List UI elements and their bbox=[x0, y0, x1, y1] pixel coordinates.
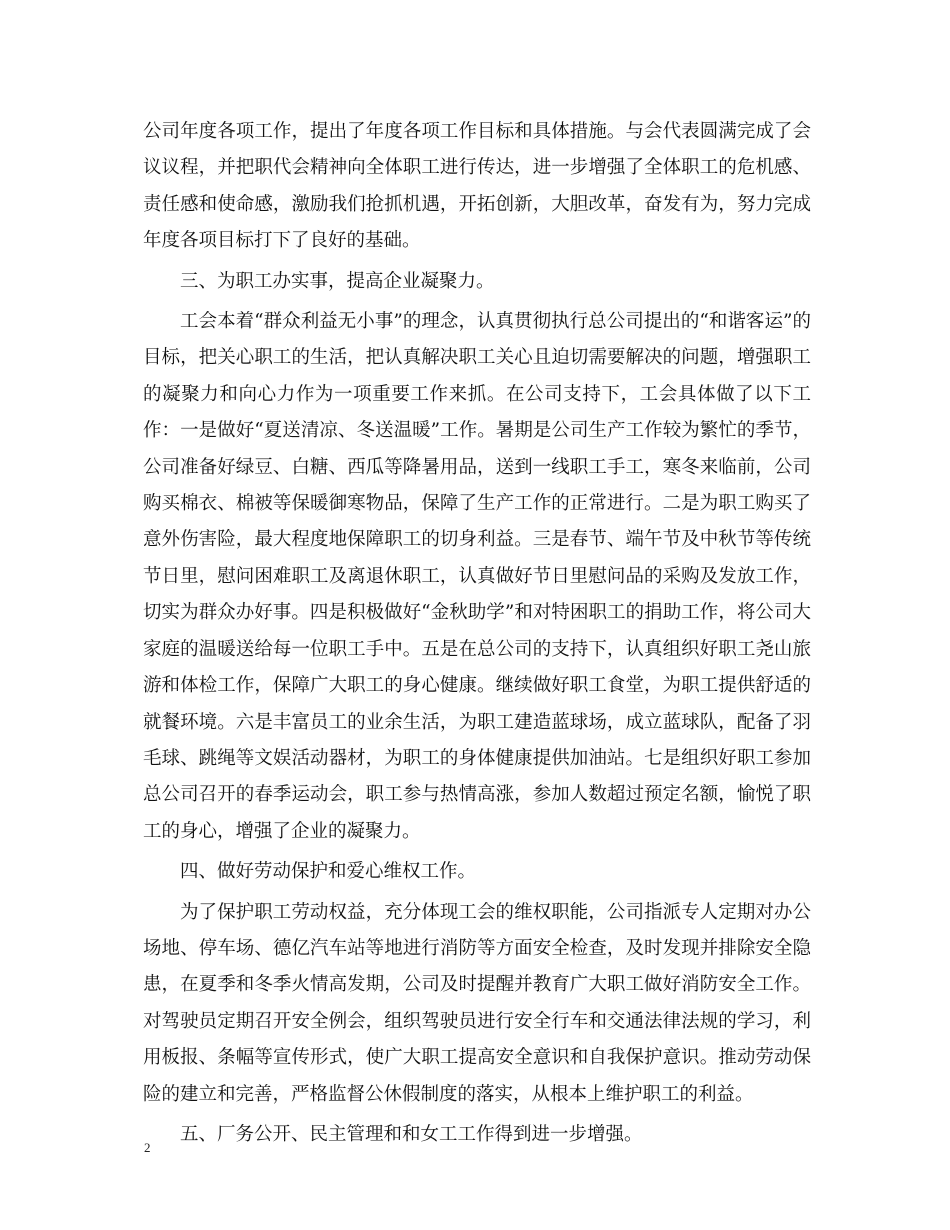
page-number: 2 bbox=[144, 1140, 151, 1155]
section-heading-4: 四、做好劳动保护和爱心维权工作。 bbox=[180, 861, 477, 883]
section-heading-3: 三、为职工办实事，提高企业凝聚力。 bbox=[180, 270, 495, 292]
document-body bbox=[143, 114, 811, 1157]
paragraph-labor-protection: 为了保护职工劳动权益，充分体现工会的维权职能，公司指派专人定期对办公场地、停车场、德亿汽车站等地进行消防等方面安全检查，及时发现并排除安全隐患，在夏季和冬季火情高发期，公司及时提醒并教育广大职工做好消防安全工作。对驾驶员定期召开安全例会，组织驾驶员进行安全行车和交通法律法规的学习，利用板报、条幅等宣传形式，使广大职工提高安全意识和自我保护意识。推动劳动保险的建立和完善，严格监督公休假制度的落实，从根本上维护职工的利益。 bbox=[143, 901, 811, 1105]
section-heading-5: 五、厂务公开、民主管理和和女工工作得到进一步增强。 bbox=[180, 1123, 643, 1145]
paragraph-union-welfare: 工会本着“群众利益无小事”的理念，认真贯彻执行总公司提出的“和谐客运”的目标，把关心职工的生活，把认真解决职工关心且迫切需要解决的问题，增强职工的凝聚力和向心力作为一项重要工作来抓。在公司支持下，工会具体做了以下工作：一是做好“夏送清凉、冬送温暖”工作。暑期是公司生产工作较为繁忙的季节，公司准备好绿豆、白糖、西瓜等降暑用品，送到一线职工手工，寒冬来临前，公司购买棉衣、棉被等保暖御寒物品，保障了生产工作的正常进行。二是为职工购买了意外伤害险，最大程度地保障职工的切身利益。三是春节、端午节及中秋节等传统节日里，慰问困难职工及离退休职工，认真做好节日里慰问品的采购及发放工作，切实为群众办好事。四是积极做好“金秋助学”和对特困职工的捐助工作，将公司大家庭的温暖送给每一位职工手中。五是在总公司的支持下，认真组织好职工尧山旅游和体检工作，保障广大职工的身心健康。继续做好职工食堂，为职工提供舒适的就餐环境。六是丰富员工的业余生活，为职工建造蓝球场，成立蓝球队，配备了羽毛球、跳绳等文娱活动器材，为职工的身体健康提供加油站。七是组织好职工参加总公司召开的春季运动会，职工参与热情高涨，参加人数超过预定名额，愉悦了职工的身心，增强了企业的凝聚力。 bbox=[143, 311, 811, 842]
paragraph-continuation: 公司年度各项工作，提出了年度各项工作目标和具体措施。与会代表圆满完成了会议议程，并把职代会精神向全体职工进行传达，进一步增强了全体职工的危机感、责任感和使命感，激励我们抢抓机遇，开拓创新，大胆改革，奋发有为，努力完成年度各项目标打下了良好的基础。 bbox=[143, 121, 811, 252]
